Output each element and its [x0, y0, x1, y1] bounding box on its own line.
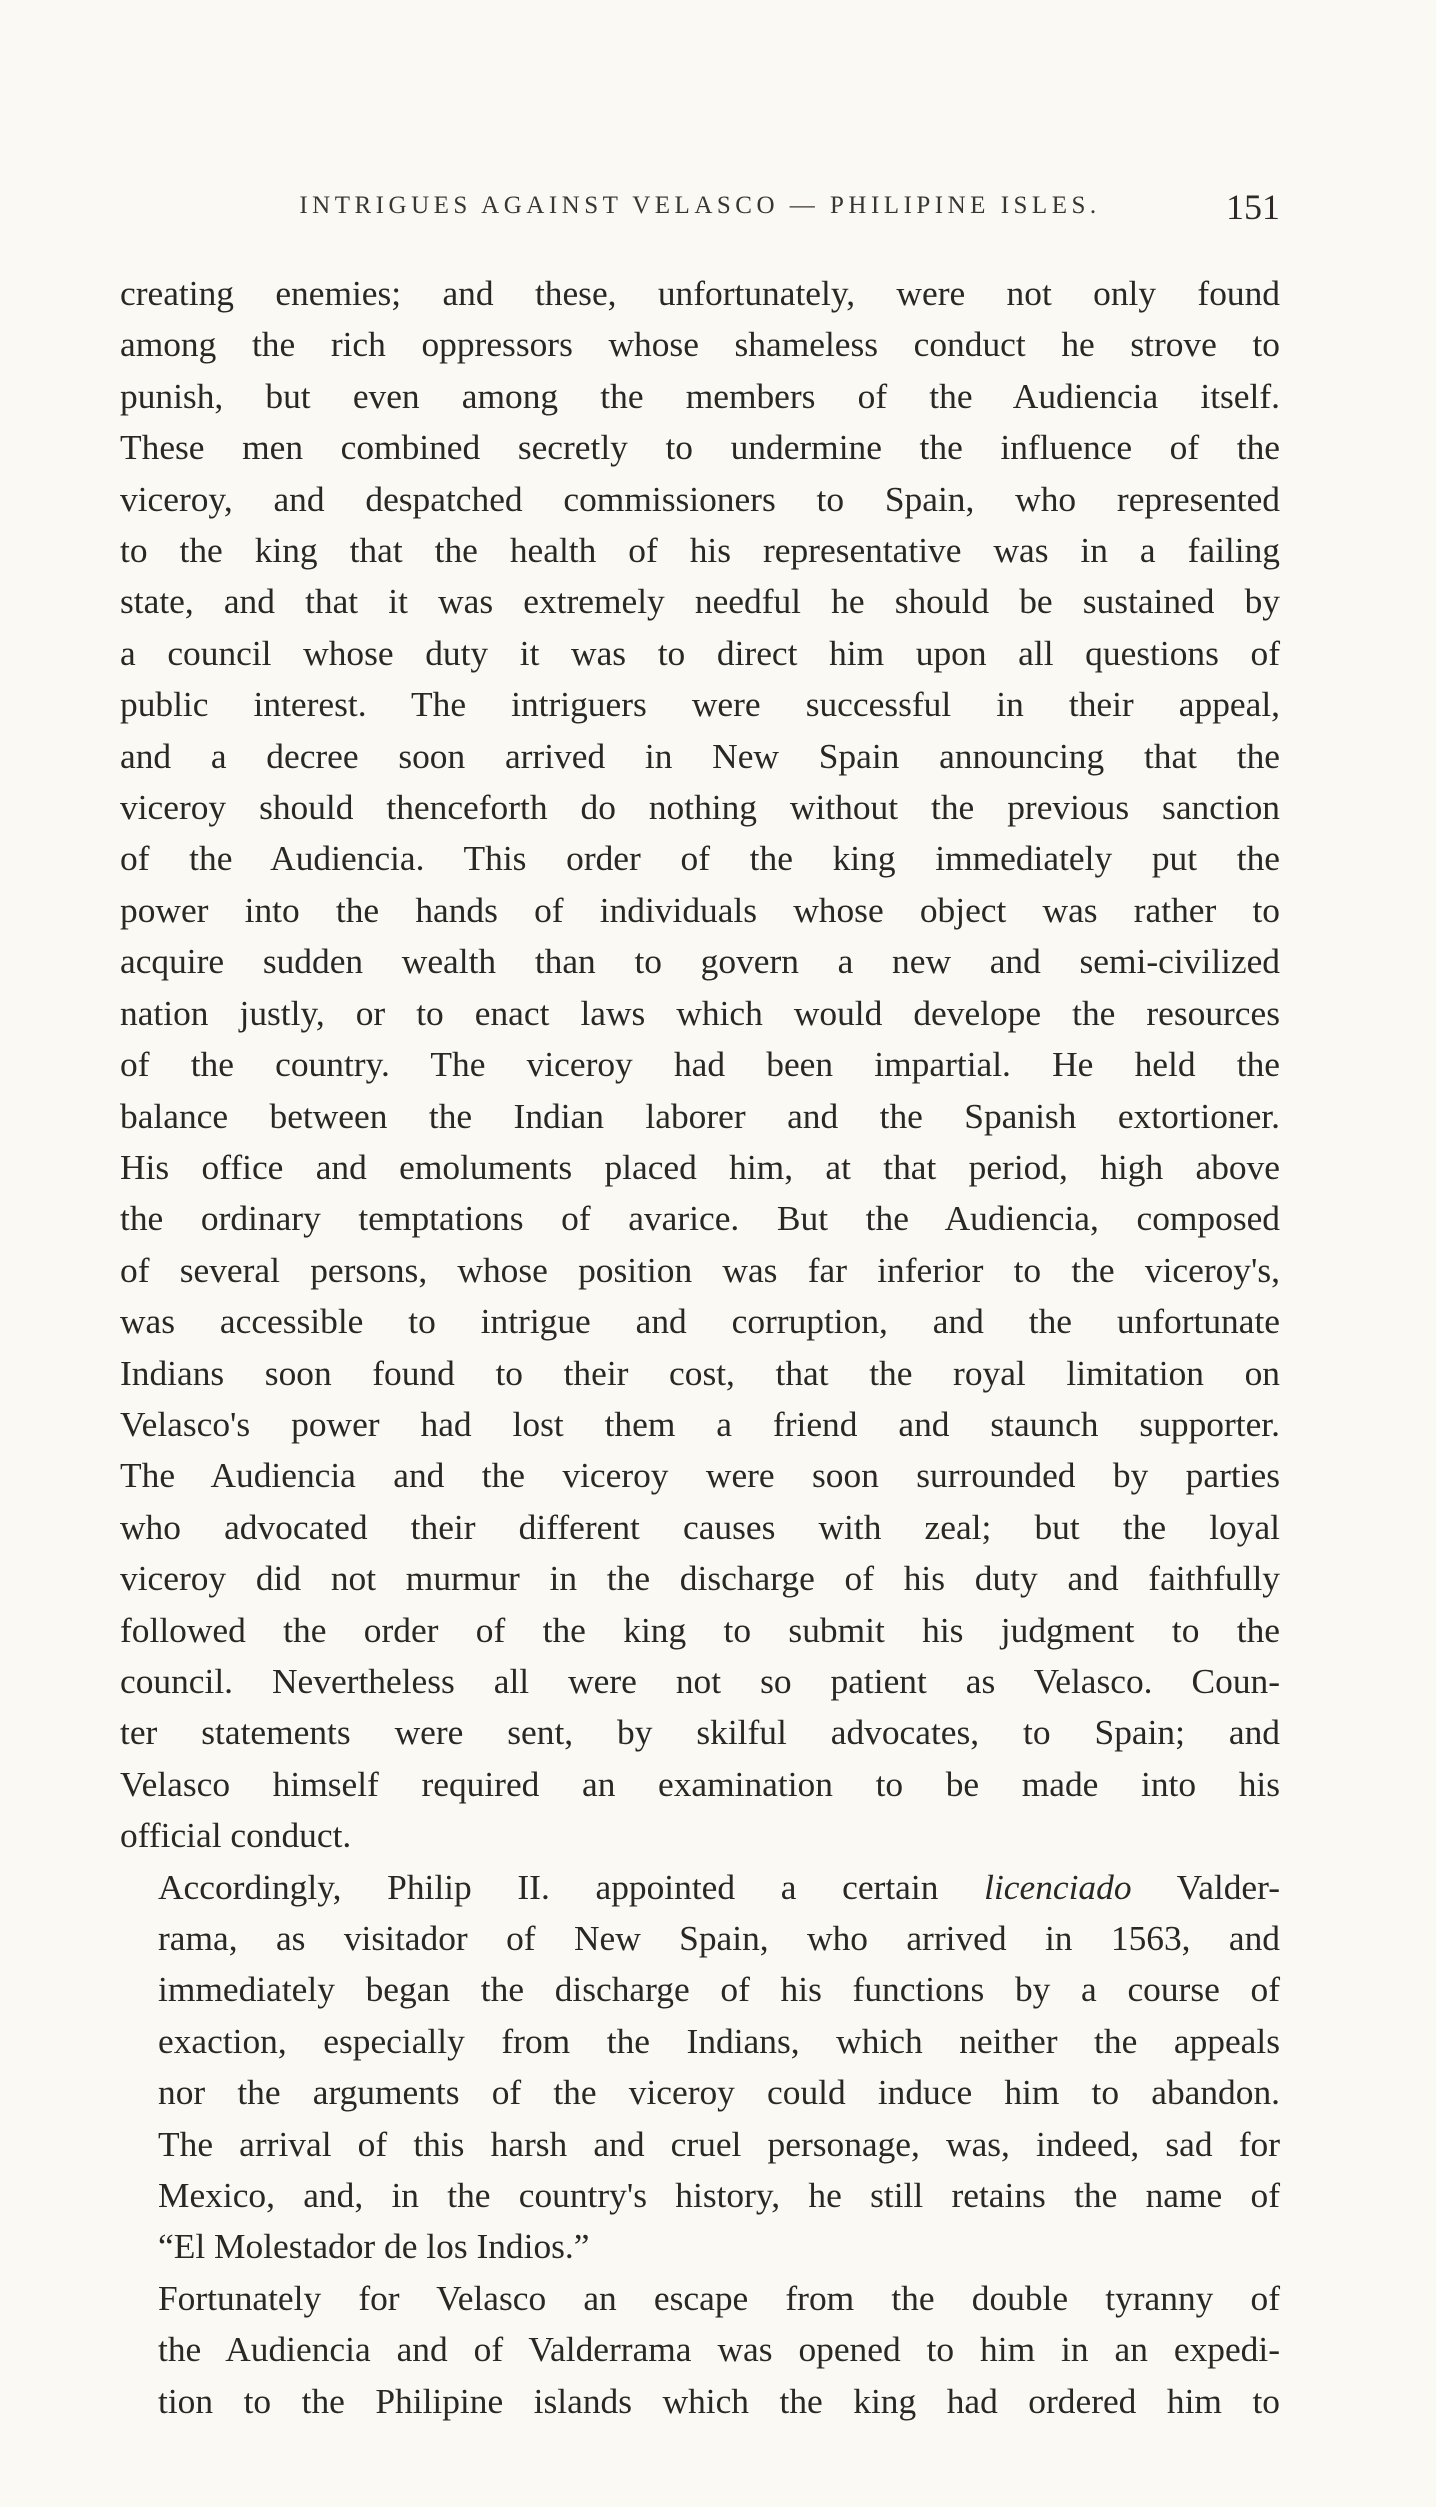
text-segment: Accordingly, Philip II. appointed a certain — [158, 1866, 985, 1907]
text-segment: Valder- — [1131, 1866, 1281, 1907]
text-line: Fortunately for Velasco an escape from the double tyranny of — [158, 2277, 1280, 2318]
text-line: nor the arguments of the viceroy could induce him to abandon. — [158, 2072, 1280, 2113]
paragraph-2 — [120, 1862, 1280, 2273]
text-line: balance between the Indian laborer and the Spanish extortioner. — [120, 1095, 1280, 1136]
text-line: Velasco's power had lost them a friend and staunch supporter. — [120, 1403, 1280, 1444]
text-line: viceroy did not murmur in the discharge of his duty and faithfully — [120, 1558, 1280, 1599]
text-line: of the country. The viceroy had been impartial. He held the — [120, 1044, 1280, 1085]
text-line: was accessible to intrigue and corruption, and the unfortunate — [120, 1301, 1280, 1342]
text-line: state, and that it was extremely needful he should be sustained by — [120, 581, 1280, 622]
text-line: the ordinary temptations of avarice. But the Audiencia, composed — [120, 1198, 1280, 1239]
page-number: 151 — [1226, 187, 1280, 227]
paragraph-1 — [120, 268, 1280, 1862]
text-line: the Audiencia and of Valderrama was opened to him in an expedi- — [158, 2329, 1280, 2370]
text-line: viceroy, and despatched commissioners to Spain, who represented — [120, 478, 1280, 519]
text-line: His office and emoluments placed him, at that period, high above — [120, 1146, 1280, 1187]
text-line: nation justly, or to enact laws which would develope the resources — [120, 992, 1280, 1033]
italic-term: licenciado — [984, 1866, 1132, 1907]
text-line: creating enemies; and these, unfortunately, were not only found — [120, 273, 1280, 313]
text-line: who advocated their different causes with zeal; but the loyal — [120, 1506, 1280, 1547]
text-line: acquire sudden wealth than to govern a new and semi-civilized — [120, 941, 1280, 982]
text-line: power into the hands of individuals whose object was rather to — [120, 889, 1280, 930]
text-line: punish, but even among the members of the Audiencia itself. — [120, 375, 1280, 416]
body-text — [120, 268, 1280, 2427]
text-line: rama, as visitador of New Spain, who arrived in 1563, and — [158, 1918, 1280, 1958]
text-line: and a decree soon arrived in New Spain announcing that the — [120, 735, 1280, 776]
text-line: immediately began the discharge of his functions by a course of — [158, 1969, 1280, 2010]
running-title: INTRIGUES AGAINST VELASCO — PHILIPINE ISLES. — [299, 192, 1101, 219]
running-head — [120, 186, 1280, 230]
text-line: tion to the Philipine islands which the king had ordered him to — [158, 2380, 1280, 2421]
text-line: “El Molestador de los Indios.” — [158, 2226, 590, 2267]
text-line: The arrival of this harsh and cruel personage, was, indeed, sad for — [158, 2123, 1280, 2164]
text-line: viceroy should thenceforth do nothing without the previous sanction — [120, 787, 1280, 828]
text-line: ter statements were sent, by skilful advocates, to Spain; and — [120, 1712, 1280, 1753]
text-line: Mexico, and, in the country's history, he still retains the name of — [158, 2175, 1280, 2216]
text-line: public interest. The intriguers were successful in their appeal, — [120, 684, 1280, 725]
text-line: exaction, especially from the Indians, which neither the appeals — [158, 2020, 1280, 2061]
text-line — [120, 1862, 1280, 1913]
text-line: These men combined secretly to undermine the influence of the — [120, 427, 1280, 468]
text-line: The Audiencia and the viceroy were soon surrounded by parties — [120, 1455, 1280, 1496]
text-line: to the king that the health of his representative was in a failing — [120, 530, 1280, 571]
paragraph-3 — [120, 2273, 1280, 2427]
text-line: council. Nevertheless all were not so patient as Velasco. Coun- — [120, 1660, 1280, 1701]
text-line: of several persons, whose position was far inferior to the viceroy's, — [120, 1249, 1280, 1290]
text-line: a council whose duty it was to direct him upon all questions of — [120, 632, 1280, 673]
text-line: among the rich oppressors whose shameless conduct he strove to — [120, 324, 1280, 365]
text-line: followed the order of the king to submit his judgment to the — [120, 1609, 1280, 1650]
text-line: Indians soon found to their cost, that the royal limitation on — [120, 1352, 1280, 1393]
text-line: official conduct. — [120, 1815, 352, 1856]
text-line: of the Audiencia. This order of the king immediately put the — [120, 838, 1280, 879]
text-line: Velasco himself required an examination to be made into his — [120, 1763, 1280, 1804]
